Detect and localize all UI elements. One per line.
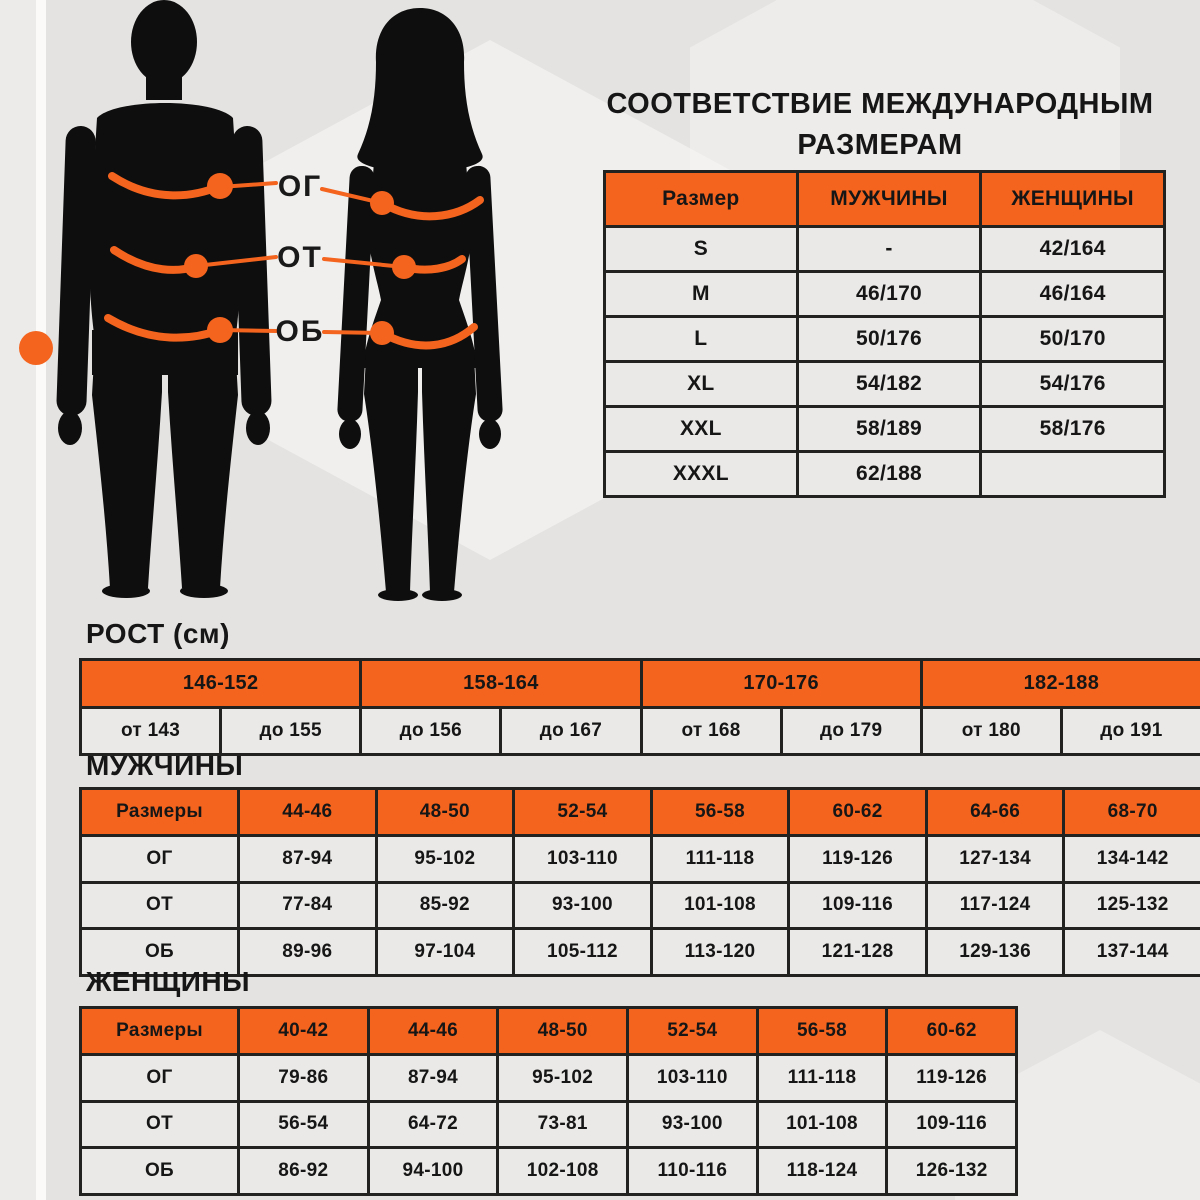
size-label-cell: XXXL [606,453,796,495]
column-header: 60-62 [790,790,925,834]
accent-dot [19,331,53,365]
table-cell: 89-96 [240,930,375,974]
hips-dot-male [207,317,233,343]
size-label-cell: XXL [606,408,796,450]
international-sizes-table [603,170,1166,498]
table-cell: 119-126 [888,1056,1015,1100]
table-cell: 93-100 [629,1103,756,1147]
waist-dot-female [392,255,416,279]
column-header: ЖЕНЩИНЫ [982,173,1163,225]
height-table [79,658,1200,756]
column-header: 44-46 [240,790,375,834]
column-header: 52-54 [515,790,650,834]
table-cell: 94-100 [370,1149,497,1193]
table-cell: 134-142 [1065,837,1200,881]
table-cell: 111-118 [653,837,788,881]
table-cell: 56-54 [240,1103,367,1147]
chest-dot-male [207,173,233,199]
page-title: СООТВЕТСТВИЕ МЕЖДУНАРОДНЫМ РАЗМЕРАМ [606,88,1154,161]
column-header: 60-62 [888,1009,1015,1053]
table-cell: 103-110 [629,1056,756,1100]
row-label-cell: ОТ [82,884,237,928]
column-header: 68-70 [1065,790,1200,834]
column-header: Размер [606,173,796,225]
table-cell: 77-84 [240,884,375,928]
table-cell: до 191 [1063,709,1200,754]
table-cell: 54/182 [799,363,980,405]
column-header: 48-50 [499,1009,626,1053]
table-cell: 101-108 [653,884,788,928]
hips-girth-label: ОБ [275,315,325,348]
chest-dot-female [370,191,394,215]
male-silhouette [56,0,272,598]
table-cell: 129-136 [928,930,1063,974]
table-cell: 50/170 [982,318,1163,360]
table-cell: от 168 [643,709,780,754]
table-cell: 109-116 [888,1103,1015,1147]
table-cell: 87-94 [240,837,375,881]
table-cell: 125-132 [1065,884,1200,928]
table-cell: 101-108 [759,1103,886,1147]
column-header: 56-58 [759,1009,886,1053]
column-header: 56-58 [653,790,788,834]
table-cell: 50/176 [799,318,980,360]
table-cell: 95-102 [499,1056,626,1100]
table-cell: 109-116 [790,884,925,928]
size-label-cell: XL [606,363,796,405]
size-label-cell: L [606,318,796,360]
table-cell: 127-134 [928,837,1063,881]
column-header: 52-54 [629,1009,756,1053]
table-cell: 111-118 [759,1056,886,1100]
table-cell: 85-92 [378,884,513,928]
table-cell: 119-126 [790,837,925,881]
table-cell: 93-100 [515,884,650,928]
table-cell: 79-86 [240,1056,367,1100]
row-label-cell: ОГ [82,837,237,881]
column-header: Размеры [82,1009,237,1053]
size-label-cell: S [606,228,796,270]
row-label-cell: ОГ [82,1056,237,1100]
column-header: 44-46 [370,1009,497,1053]
section-title-women: ЖЕНЩИНЫ [86,966,250,997]
table-cell: 87-94 [370,1056,497,1100]
table-cell: 102-108 [499,1149,626,1193]
height-group-header: 158-164 [362,661,639,706]
table-cell: до 155 [222,709,359,754]
table-cell: 73-81 [499,1103,626,1147]
table-cell: 64-72 [370,1103,497,1147]
table-cell: от 180 [923,709,1060,754]
chest-girth-label: ОГ [277,170,323,203]
table-cell: до 156 [362,709,499,754]
table-cell: - [799,228,980,270]
table-cell: 121-128 [790,930,925,974]
table-cell: 137-144 [1065,930,1200,974]
table-cell: 46/164 [982,273,1163,315]
table-cell: до 179 [783,709,920,754]
table-cell: 103-110 [515,837,650,881]
table-cell: 97-104 [378,930,513,974]
column-header: МУЖЧИНЫ [799,173,980,225]
table-cell: 126-132 [888,1149,1015,1193]
row-label-cell: ОТ [82,1103,237,1147]
waist-girth-label: ОТ [277,241,323,274]
table-cell: 62/188 [799,453,980,495]
female-silhouette [337,8,503,601]
table-cell: 58/189 [799,408,980,450]
table-cell: 42/164 [982,228,1163,270]
table-cell: 46/170 [799,273,980,315]
table-cell: 105-112 [515,930,650,974]
women-sizes-table [79,1006,1018,1196]
section-title-men: МУЖЧИНЫ [86,750,244,781]
table-cell: 117-124 [928,884,1063,928]
column-header: 48-50 [378,790,513,834]
table-cell: до 167 [502,709,639,754]
table-cell [982,453,1163,495]
men-sizes-table [79,787,1200,977]
size-label-cell: M [606,273,796,315]
table-cell: 113-120 [653,930,788,974]
height-group-header: 170-176 [643,661,920,706]
body-measurement-diagram [0,0,580,612]
height-group-header: 182-188 [923,661,1200,706]
row-label-cell: ОБ [82,1149,237,1193]
section-title-height: РОСТ (см) [86,618,230,649]
column-header: 40-42 [240,1009,367,1053]
height-group-header: 146-152 [82,661,359,706]
table-cell: 110-116 [629,1149,756,1193]
column-header: Размеры [82,790,237,834]
table-cell: 58/176 [982,408,1163,450]
table-cell: 118-124 [759,1149,886,1193]
waist-dot-male [184,254,208,278]
hips-dot-female [370,321,394,345]
table-cell: 86-92 [240,1149,367,1193]
column-header: 64-66 [928,790,1063,834]
table-cell: от 143 [82,709,219,754]
table-cell: 54/176 [982,363,1163,405]
table-cell: 95-102 [378,837,513,881]
row-label-cell: ОБ [82,930,237,974]
